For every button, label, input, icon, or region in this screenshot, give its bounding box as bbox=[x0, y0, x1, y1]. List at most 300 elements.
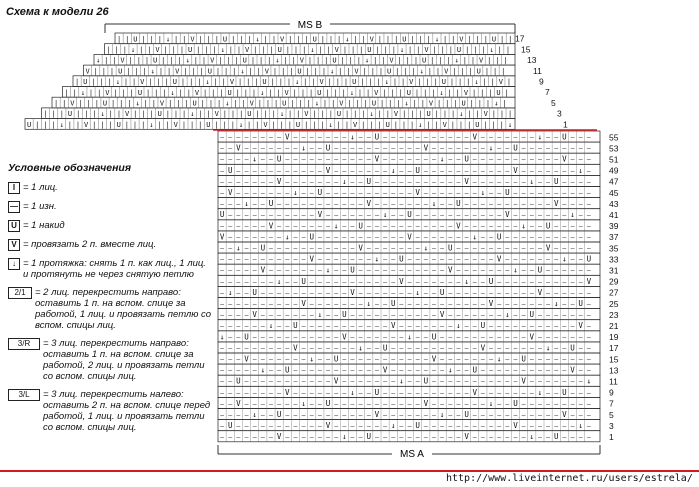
svg-text:—: — bbox=[260, 222, 265, 231]
svg-text:—: — bbox=[440, 222, 445, 231]
svg-text:—: — bbox=[554, 355, 559, 364]
svg-text:—: — bbox=[269, 377, 273, 386]
svg-text:|: | bbox=[458, 78, 463, 87]
ms-a-label: MS A bbox=[400, 449, 424, 460]
svg-text:—: — bbox=[285, 300, 290, 308]
svg-text:—: — bbox=[374, 300, 379, 308]
svg-text:—: — bbox=[423, 366, 428, 375]
svg-text:—: — bbox=[497, 411, 502, 419]
svg-text:V: V bbox=[245, 46, 250, 54]
svg-text:↓: ↓ bbox=[225, 99, 230, 108]
svg-text:—: — bbox=[497, 189, 502, 197]
svg-text:—: — bbox=[497, 288, 502, 297]
svg-text:—: — bbox=[432, 366, 436, 375]
svg-text:—: — bbox=[309, 322, 314, 331]
svg-text:|: | bbox=[250, 56, 256, 65]
svg-text:V: V bbox=[350, 287, 355, 297]
svg-text:↓: ↓ bbox=[252, 410, 257, 419]
svg-text:—: — bbox=[497, 311, 502, 320]
svg-text:—: — bbox=[277, 166, 282, 175]
svg-text:↓: ↓ bbox=[399, 46, 405, 54]
svg-text:—: — bbox=[578, 244, 583, 253]
svg-text:—: — bbox=[301, 433, 306, 442]
svg-text:—: — bbox=[513, 277, 518, 286]
svg-text:—: — bbox=[480, 311, 485, 320]
svg-text:|: | bbox=[108, 120, 113, 129]
svg-text:—: — bbox=[537, 177, 542, 186]
svg-text:—: — bbox=[326, 322, 330, 331]
svg-text:—: — bbox=[554, 411, 559, 419]
svg-text:↓: ↓ bbox=[310, 46, 315, 54]
svg-text:—: — bbox=[309, 411, 314, 419]
svg-text:—: — bbox=[252, 344, 257, 353]
svg-text:|: | bbox=[203, 88, 208, 97]
svg-text:—: — bbox=[440, 433, 445, 442]
svg-text:—: — bbox=[570, 399, 575, 408]
svg-text:|: | bbox=[357, 88, 363, 97]
svg-text:—: — bbox=[513, 189, 518, 197]
svg-text:—: — bbox=[562, 166, 567, 175]
svg-text:—: — bbox=[456, 189, 461, 197]
svg-text:|: | bbox=[248, 67, 253, 76]
svg-text:—: — bbox=[537, 189, 542, 197]
svg-text:|: | bbox=[383, 46, 388, 54]
svg-text:|: | bbox=[145, 88, 151, 97]
svg-text:|: | bbox=[128, 56, 133, 65]
svg-text:—: — bbox=[342, 277, 347, 286]
svg-text:|: | bbox=[350, 46, 356, 54]
svg-text:|: | bbox=[491, 110, 496, 119]
svg-text:|: | bbox=[504, 88, 509, 97]
svg-text:—: — bbox=[342, 366, 347, 375]
svg-text:↓: ↓ bbox=[456, 321, 461, 331]
svg-text:—: — bbox=[350, 300, 355, 308]
svg-text:|: | bbox=[261, 46, 266, 54]
svg-text:—: — bbox=[334, 322, 339, 331]
svg-text:—: — bbox=[562, 366, 567, 375]
svg-text:—: — bbox=[374, 233, 379, 242]
svg-text:—: — bbox=[220, 244, 225, 253]
svg-text:—: — bbox=[407, 422, 412, 431]
svg-text:↓: ↓ bbox=[345, 35, 350, 44]
svg-text:—: — bbox=[260, 355, 265, 364]
svg-text:—: — bbox=[529, 344, 534, 353]
svg-text:—: — bbox=[586, 189, 591, 197]
svg-text:—: — bbox=[546, 266, 551, 275]
svg-text:V: V bbox=[70, 99, 75, 108]
svg-text:—: — bbox=[317, 422, 322, 431]
svg-text:—: — bbox=[586, 177, 591, 186]
svg-text:U: U bbox=[448, 243, 453, 253]
svg-text:—: — bbox=[472, 255, 477, 264]
svg-text:—: — bbox=[586, 233, 591, 242]
svg-text:—: — bbox=[578, 189, 583, 197]
svg-text:—: — bbox=[497, 399, 502, 408]
svg-text:—: — bbox=[537, 211, 542, 220]
svg-text:—: — bbox=[521, 255, 526, 264]
svg-text:—: — bbox=[456, 388, 461, 397]
svg-text:—: — bbox=[220, 433, 225, 442]
svg-text:|: | bbox=[226, 56, 231, 65]
svg-text:—: — bbox=[301, 355, 306, 364]
svg-text:—: — bbox=[260, 277, 265, 286]
svg-text:—: — bbox=[399, 222, 404, 231]
svg-text:|: | bbox=[477, 99, 482, 108]
svg-text:—: — bbox=[432, 233, 436, 242]
svg-text:—: — bbox=[440, 322, 445, 331]
svg-text:—: — bbox=[244, 322, 249, 331]
svg-text:—: — bbox=[220, 189, 225, 197]
svg-text:↓: ↓ bbox=[328, 120, 333, 129]
svg-text:—: — bbox=[423, 177, 428, 186]
svg-text:—: — bbox=[586, 322, 591, 331]
svg-text:V: V bbox=[276, 176, 282, 186]
svg-text:↓: ↓ bbox=[399, 376, 404, 386]
svg-text:—: — bbox=[244, 366, 249, 375]
svg-text:—: — bbox=[244, 255, 249, 264]
svg-text:—: — bbox=[505, 177, 510, 186]
svg-text:—: — bbox=[293, 311, 298, 320]
svg-text:—: — bbox=[521, 344, 526, 353]
svg-text:|: | bbox=[132, 78, 137, 87]
svg-text:—: — bbox=[505, 300, 510, 308]
svg-text:—: — bbox=[309, 300, 314, 308]
svg-text:—: — bbox=[326, 288, 330, 297]
svg-text:—: — bbox=[236, 388, 241, 397]
svg-text:—: — bbox=[586, 200, 591, 209]
svg-text:—: — bbox=[285, 288, 290, 297]
svg-text:—: — bbox=[326, 233, 330, 242]
svg-text:—: — bbox=[293, 222, 298, 231]
svg-text:—: — bbox=[391, 311, 396, 320]
svg-text:—: — bbox=[269, 399, 273, 408]
svg-text:V: V bbox=[423, 143, 429, 153]
svg-text:|: | bbox=[84, 110, 89, 119]
svg-text:|: | bbox=[141, 110, 146, 119]
svg-text:—: — bbox=[252, 200, 257, 209]
svg-text:—: — bbox=[505, 266, 510, 275]
svg-text:|: | bbox=[136, 56, 141, 65]
svg-text:—: — bbox=[285, 322, 290, 331]
svg-text:—: — bbox=[220, 322, 225, 331]
svg-text:↓: ↓ bbox=[80, 88, 85, 97]
svg-text:|: | bbox=[221, 78, 226, 87]
svg-text:|: | bbox=[413, 56, 419, 65]
svg-text:—: — bbox=[301, 233, 306, 242]
svg-text:—: — bbox=[464, 255, 469, 264]
svg-text:—: — bbox=[342, 244, 347, 253]
svg-text:—: — bbox=[423, 277, 428, 286]
svg-text:↓: ↓ bbox=[268, 321, 274, 331]
svg-text:|: | bbox=[483, 120, 488, 129]
svg-text:—: — bbox=[448, 322, 453, 331]
svg-text:|: | bbox=[291, 56, 296, 65]
svg-text:—: — bbox=[578, 211, 583, 220]
svg-text:↓: ↓ bbox=[301, 398, 306, 408]
svg-text:—: — bbox=[562, 355, 567, 364]
svg-text:—: — bbox=[228, 277, 233, 286]
svg-text:|: | bbox=[111, 99, 116, 108]
svg-text:—: — bbox=[220, 155, 225, 164]
svg-text:V: V bbox=[317, 210, 323, 220]
svg-text:—: — bbox=[236, 355, 241, 364]
svg-text:—: — bbox=[252, 222, 257, 231]
svg-text:—: — bbox=[244, 189, 249, 197]
svg-text:—: — bbox=[497, 300, 502, 308]
svg-text:|: | bbox=[328, 35, 334, 44]
svg-text:—: — bbox=[480, 288, 485, 297]
svg-text:|: | bbox=[337, 35, 342, 44]
svg-text:—: — bbox=[236, 255, 241, 264]
svg-text:|: | bbox=[198, 120, 203, 129]
svg-text:|: | bbox=[218, 56, 223, 65]
svg-text:—: — bbox=[562, 311, 567, 320]
svg-text:—: — bbox=[513, 388, 518, 397]
svg-text:↓: ↓ bbox=[240, 67, 245, 76]
svg-text:—: — bbox=[529, 366, 534, 375]
svg-text:—: — bbox=[570, 300, 575, 308]
svg-text:—: — bbox=[350, 433, 355, 442]
svg-text:—: — bbox=[489, 366, 493, 375]
svg-text:—: — bbox=[432, 399, 436, 408]
cross-right-3-icon: 3/R bbox=[8, 338, 40, 350]
yoke-row bbox=[115, 33, 515, 44]
svg-text:|: | bbox=[465, 46, 470, 54]
svg-text:V: V bbox=[325, 165, 331, 175]
svg-text:—: — bbox=[440, 388, 445, 397]
svg-text:—: — bbox=[236, 155, 241, 164]
svg-text:—: — bbox=[366, 388, 371, 397]
svg-text:—: — bbox=[529, 411, 534, 419]
svg-text:|: | bbox=[435, 67, 441, 76]
svg-text:—: — bbox=[521, 133, 526, 142]
svg-text:—: — bbox=[529, 133, 534, 142]
svg-text:—: — bbox=[472, 344, 477, 353]
svg-text:—: — bbox=[399, 211, 404, 220]
svg-text:|: | bbox=[151, 99, 156, 108]
svg-text:U: U bbox=[456, 199, 461, 209]
svg-text:|: | bbox=[88, 88, 94, 97]
body-row-number: 27 bbox=[609, 287, 619, 298]
svg-text:—: — bbox=[432, 344, 436, 353]
svg-text:—: — bbox=[350, 189, 355, 197]
svg-text:—: — bbox=[236, 166, 241, 175]
body-row-number: 41 bbox=[609, 210, 619, 220]
svg-text:—: — bbox=[358, 166, 363, 175]
svg-text:V: V bbox=[219, 232, 225, 242]
svg-text:|: | bbox=[302, 46, 307, 54]
svg-text:—: — bbox=[374, 222, 379, 231]
svg-text:—: — bbox=[301, 255, 306, 264]
svg-text:—: — bbox=[309, 399, 314, 408]
svg-text:—: — bbox=[391, 144, 396, 153]
svg-text:—: — bbox=[423, 388, 428, 397]
svg-text:—: — bbox=[586, 244, 591, 253]
svg-text:—: — bbox=[578, 177, 583, 186]
svg-text:—: — bbox=[432, 288, 436, 297]
body-row bbox=[218, 286, 600, 297]
svg-text:|: | bbox=[408, 46, 413, 54]
svg-text:—: — bbox=[562, 222, 567, 231]
svg-text:↓: ↓ bbox=[314, 99, 319, 108]
svg-text:—: — bbox=[358, 355, 363, 364]
svg-text:|: | bbox=[168, 99, 173, 108]
svg-text:—: — bbox=[464, 399, 469, 408]
svg-text:—: — bbox=[578, 144, 583, 153]
svg-text:—: — bbox=[236, 411, 241, 419]
svg-text:|: | bbox=[487, 56, 492, 65]
svg-text:—: — bbox=[456, 288, 461, 297]
svg-text:—: — bbox=[293, 288, 298, 297]
svg-text:—: — bbox=[546, 133, 551, 142]
svg-text:—: — bbox=[366, 355, 371, 364]
body-row-number: 3 bbox=[609, 420, 614, 431]
svg-text:U: U bbox=[426, 110, 431, 119]
svg-text:V: V bbox=[498, 78, 503, 87]
svg-text:—: — bbox=[260, 411, 265, 419]
svg-text:—: — bbox=[391, 399, 396, 408]
svg-text:—: — bbox=[334, 133, 339, 142]
svg-text:|: | bbox=[43, 110, 48, 119]
svg-text:V: V bbox=[249, 99, 254, 108]
svg-text:—: — bbox=[578, 355, 583, 364]
svg-text:—: — bbox=[358, 288, 363, 297]
svg-text:|: | bbox=[343, 78, 349, 87]
svg-text:|: | bbox=[417, 78, 422, 87]
svg-text:|: | bbox=[312, 110, 317, 119]
svg-text:U: U bbox=[382, 343, 388, 353]
svg-text:—: — bbox=[497, 266, 502, 275]
svg-text:—: — bbox=[366, 211, 371, 220]
body-row bbox=[218, 298, 600, 309]
svg-text:—: — bbox=[505, 288, 510, 297]
svg-text:V: V bbox=[339, 99, 344, 108]
svg-text:—: — bbox=[244, 277, 249, 286]
svg-text:—: — bbox=[326, 377, 330, 386]
svg-text:—: — bbox=[358, 266, 363, 275]
svg-text:↓: ↓ bbox=[369, 110, 374, 119]
svg-text:—: — bbox=[586, 155, 591, 164]
svg-text:|: | bbox=[451, 35, 456, 44]
svg-text:—: — bbox=[326, 411, 330, 419]
svg-text:—: — bbox=[269, 233, 273, 242]
svg-text:|: | bbox=[169, 56, 174, 65]
svg-text:|: | bbox=[440, 46, 445, 54]
svg-text:—: — bbox=[578, 433, 583, 442]
svg-text:↓: ↓ bbox=[434, 35, 440, 44]
svg-text:—: — bbox=[358, 377, 363, 386]
body-row bbox=[218, 242, 600, 253]
svg-text:—: — bbox=[269, 177, 273, 186]
svg-text:—: — bbox=[448, 433, 453, 442]
svg-text:—: — bbox=[326, 189, 330, 197]
svg-text:U: U bbox=[157, 110, 162, 119]
svg-text:—: — bbox=[244, 288, 249, 297]
svg-text:|: | bbox=[347, 99, 352, 108]
svg-text:U: U bbox=[366, 432, 372, 442]
svg-text:—: — bbox=[334, 266, 339, 275]
svg-text:—: — bbox=[537, 277, 542, 286]
svg-text:—: — bbox=[391, 355, 396, 364]
svg-text:—: — bbox=[537, 377, 542, 386]
svg-text:—: — bbox=[440, 244, 445, 253]
svg-text:U: U bbox=[390, 299, 396, 308]
svg-text:|: | bbox=[106, 46, 111, 54]
svg-text:—: — bbox=[505, 366, 510, 375]
svg-text:—: — bbox=[513, 366, 518, 375]
svg-text:—: — bbox=[464, 377, 469, 386]
svg-text:|: | bbox=[166, 67, 172, 76]
svg-text:|: | bbox=[482, 78, 487, 87]
svg-text:|: | bbox=[475, 110, 480, 119]
svg-text:—: — bbox=[554, 266, 559, 275]
svg-text:|: | bbox=[452, 67, 457, 76]
svg-text:|: | bbox=[402, 110, 407, 119]
svg-text:U: U bbox=[456, 46, 462, 54]
svg-text:—: — bbox=[472, 433, 477, 442]
svg-text:—: — bbox=[456, 422, 461, 431]
svg-text:|: | bbox=[134, 67, 139, 76]
svg-text:—: — bbox=[423, 133, 428, 142]
svg-text:↓: ↓ bbox=[439, 410, 445, 419]
svg-text:—: — bbox=[562, 233, 567, 242]
svg-text:|: | bbox=[212, 46, 217, 54]
svg-text:—: — bbox=[317, 233, 322, 242]
svg-text:—: — bbox=[546, 144, 551, 153]
svg-text:—: — bbox=[350, 422, 355, 431]
svg-text:V: V bbox=[389, 56, 394, 65]
svg-text:U: U bbox=[415, 165, 420, 175]
svg-text:—: — bbox=[456, 411, 461, 419]
svg-text:V: V bbox=[456, 221, 461, 231]
svg-text:—: — bbox=[570, 133, 575, 142]
svg-text:|: | bbox=[497, 46, 502, 54]
svg-text:—: — bbox=[228, 411, 233, 419]
svg-text:—: — bbox=[546, 355, 551, 364]
svg-text:|: | bbox=[376, 78, 381, 87]
svg-text:—: — bbox=[342, 344, 347, 353]
svg-text:—: — bbox=[366, 133, 371, 142]
svg-text:—: — bbox=[334, 344, 339, 353]
svg-text:|: | bbox=[177, 56, 182, 65]
svg-text:—: — bbox=[586, 266, 591, 275]
svg-text:|: | bbox=[204, 46, 209, 54]
svg-text:—: — bbox=[415, 366, 420, 375]
body-row bbox=[218, 386, 600, 397]
svg-text:↓: ↓ bbox=[236, 243, 241, 253]
svg-text:—: — bbox=[252, 433, 257, 442]
svg-text:—: — bbox=[358, 433, 363, 442]
yoke-row-number: 1 bbox=[563, 119, 568, 130]
svg-text:—: — bbox=[407, 399, 412, 408]
svg-text:V: V bbox=[279, 35, 285, 44]
svg-text:—: — bbox=[554, 377, 559, 386]
svg-text:—: — bbox=[252, 322, 257, 331]
svg-text:—: — bbox=[440, 200, 445, 209]
svg-text:|: | bbox=[163, 46, 168, 54]
yoke-row bbox=[73, 76, 515, 87]
svg-text:—: — bbox=[301, 388, 306, 397]
svg-text:—: — bbox=[456, 144, 461, 153]
svg-text:|: | bbox=[234, 56, 239, 65]
svg-text:U: U bbox=[385, 120, 390, 129]
svg-text:|: | bbox=[147, 46, 152, 54]
svg-text:V: V bbox=[285, 132, 290, 142]
svg-text:—: — bbox=[586, 211, 591, 220]
svg-text:—: — bbox=[521, 155, 526, 164]
svg-text:—: — bbox=[383, 322, 388, 331]
body-row bbox=[218, 220, 600, 231]
